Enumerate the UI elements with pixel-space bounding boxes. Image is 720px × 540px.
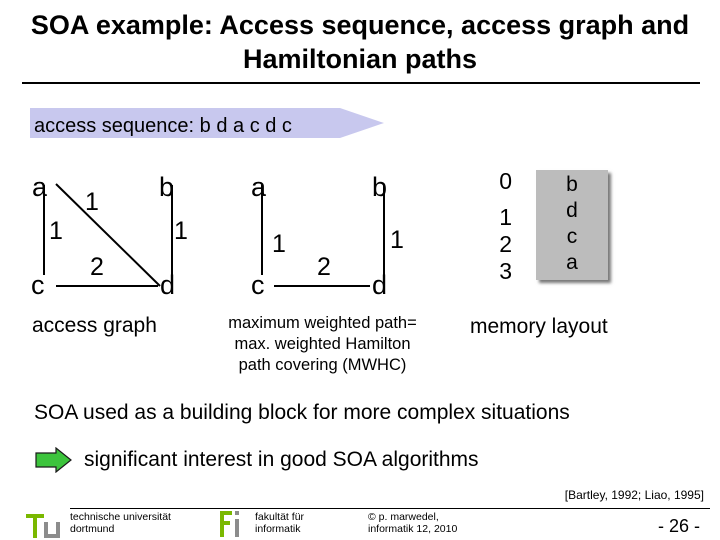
graph2-node-c: c: [251, 270, 265, 300]
footer-author: [368, 511, 457, 535]
graph2-weight-bd: 1: [390, 226, 404, 254]
mwhc-caption-line-3: path covering (MWHC): [238, 356, 407, 374]
footer-faculty-line-1: fakultät für: [255, 511, 305, 523]
memory-cell-3: a: [566, 251, 578, 274]
implication-text: significant interest in good SOA algorithms: [84, 448, 479, 471]
footer-university-line-1: technische universität: [70, 511, 171, 523]
graph1-weight-bc: 1: [85, 188, 99, 216]
page-number: - 26 -: [657, 516, 700, 536]
memory-cell-2: c: [566, 225, 578, 248]
memory-layout-caption: memory layout: [470, 315, 608, 338]
slide-title: SOA example: Access sequence, access graph and Hamiltonian paths: [30, 10, 690, 74]
graph2-node-a: a: [251, 172, 267, 202]
graph2-node-d: d: [372, 270, 388, 300]
footer-university: [70, 511, 171, 535]
implies-arrow-icon: [34, 447, 74, 473]
graph1-weight-bd: 1: [174, 217, 188, 245]
title-rule: [22, 82, 700, 84]
graph1-node-b: b: [159, 172, 175, 202]
mwhc-caption-line-2: max. weighted Hamilton: [234, 335, 411, 353]
mwhc-caption-line-1: maximum weighted path=: [228, 314, 417, 332]
graph1-node-c: c: [31, 270, 45, 300]
graph1-node-d: d: [160, 270, 176, 300]
soa-statement: SOA used as a building block for more complex situations: [34, 401, 570, 424]
memory-address-1: 1: [499, 204, 512, 230]
access-sequence-label: access sequence: b d a c d c: [34, 115, 292, 137]
footer-author-line-2: informatik 12, 2010: [368, 523, 458, 535]
access-graph-caption: access graph: [32, 314, 157, 337]
graph1-weight-ac: 1: [49, 217, 63, 245]
footer-faculty: [255, 511, 304, 535]
graph1-node-a: a: [32, 172, 48, 202]
memory-address-2: 2: [499, 231, 512, 257]
mwhc-caption: [200, 313, 445, 376]
footer-author-line-1: © p. marwedel,: [368, 511, 439, 523]
graph1-weight-cd: 2: [90, 253, 104, 281]
footer-faculty-line-2: informatik: [255, 523, 301, 535]
tu-dortmund-logo: [26, 510, 64, 540]
footer-rule: [70, 508, 710, 509]
mwhc-graph-edges: [240, 160, 440, 310]
citation: [Bartley, 1992; Liao, 1995]: [564, 488, 704, 502]
graph2-weight-ac: 1: [272, 230, 286, 258]
memory-cell-1: d: [566, 199, 578, 222]
graph2-node-b: b: [372, 172, 388, 202]
memory-cell-0: b: [566, 173, 578, 196]
footer-university-line-2: dortmund: [70, 523, 115, 535]
memory-address-0: 0: [499, 168, 512, 194]
fakultaet-logo: [218, 511, 244, 539]
graph2-weight-cd: 2: [317, 253, 331, 281]
memory-address-3: 3: [499, 258, 512, 284]
